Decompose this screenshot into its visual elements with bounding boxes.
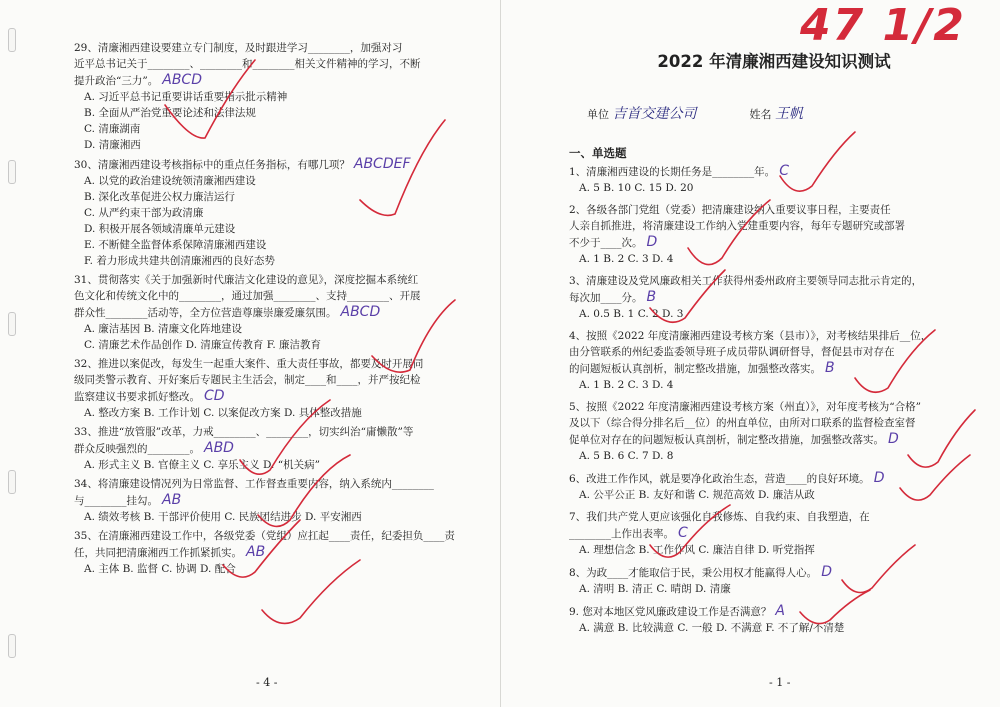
answer-option: A. 形式主义 B. 官僚主义 C. 享乐主义 D. “机关病” xyxy=(84,459,320,471)
question-text xyxy=(569,360,979,377)
answer-option: A. 整改方案 B. 工作计划 C. 以案促改方案 D. 具体整改措施 xyxy=(84,407,362,419)
question-text: 级同类警示教育、开好案后专题民主生活会，制定____和____，并严按纪检 xyxy=(74,374,421,386)
answer-option: A. 5 B. 10 C. 15 D. 20 xyxy=(579,182,694,194)
question-text: 及以下（综合得分排名后__位）的州直单位，由所对口联系的监督检查室督 xyxy=(569,417,916,429)
question-text: 2、各级各部门党组（党委）把清廉建设纳入重要议事日程，主要责任 xyxy=(569,204,891,216)
question-text xyxy=(569,603,979,620)
answer-option: A. 1 B. 2 C. 3 D. 4 xyxy=(579,253,674,265)
question-text: 3、清廉建设及党风廉政相关工作获得州委州政府主要领导同志批示肯定的， xyxy=(569,275,923,287)
question-text xyxy=(569,289,979,306)
handwritten-answer: C xyxy=(779,163,789,179)
question xyxy=(74,424,464,473)
question-text: 32、推进以案促改，每发生一起重大案件、重大责任事故，都要及时开展同 xyxy=(74,358,424,370)
answer-option: A. 绩效考核 B. 干部评价使用 C. 民族团结进步 D. 平安湘西 xyxy=(84,511,362,523)
question-text: 近平总书记关于________、________和________相关文件精神的学习，不断 xyxy=(74,58,421,70)
answer-option: A. 公平公正 B. 友好和谐 C. 规范高效 D. 廉洁从政 xyxy=(579,489,815,501)
name-value: 王帆 xyxy=(775,106,803,122)
answer-option: F. 着力形成共建共创清廉湘西的良好态势 xyxy=(84,255,275,267)
handwritten-answer: AB xyxy=(162,492,182,508)
handwritten-answer: ABCD xyxy=(340,304,381,320)
handwritten-answer: ABCDEF xyxy=(353,156,411,172)
binder-hole xyxy=(8,312,16,336)
question-text: 色文化和传统文化中的________，通过加强________、支持________、开展 xyxy=(74,290,421,302)
question xyxy=(569,163,979,196)
answer-option: D. 清廉湘西 xyxy=(84,139,141,151)
question-text: 4、按照《2022 年度清廉湘西建设考核方案（县市）》，对考核结果排后__位， xyxy=(569,330,932,342)
binder-hole xyxy=(8,28,16,52)
answer-option: A. 主体 B. 监督 C. 协调 D. 配合 xyxy=(84,563,236,575)
answer-option: B. 全面从严治党重要论述和法律法规 xyxy=(84,107,256,119)
question xyxy=(569,564,979,597)
left-question-column xyxy=(74,40,464,580)
handwritten-answer: A xyxy=(775,603,785,619)
question xyxy=(569,509,979,558)
question-text xyxy=(74,544,464,561)
handwritten-answer: AB xyxy=(246,544,266,560)
binder-holes xyxy=(8,0,18,707)
answer-option: C. 清廉艺术作品创作 D. 清廉宣传教育 F. 廉洁教育 xyxy=(84,339,322,351)
question xyxy=(569,603,979,636)
question-text xyxy=(74,388,464,405)
answer-option: A. 理想信念 B. 工作作风 C. 廉洁自律 D. 听党指挥 xyxy=(579,544,815,556)
unit-value: 吉首交建公司 xyxy=(612,106,697,122)
question xyxy=(74,528,464,577)
question-text xyxy=(569,564,979,581)
question-text: 由分管联系的州纪委监委领导班子成员带队调研督导，督促县市对存在 xyxy=(569,346,895,358)
question-text-segment: 提升政治“三力”。 xyxy=(74,75,159,87)
header-fields xyxy=(587,106,979,123)
question-text-segment: 群众反映强烈的________。 xyxy=(74,443,200,455)
answer-option: E. 不断健全监督体系保障清廉湘西建设 xyxy=(84,239,267,251)
question-text: 29、清廉湘西建设要建立专门制度，及时跟进学习________，加强对习 xyxy=(74,42,403,54)
handwritten-answer: ABCD xyxy=(162,72,202,88)
handwritten-answer: ABD xyxy=(204,440,234,456)
answer-option: A. 0.5 B. 1 C. 2 D. 3 xyxy=(579,308,684,320)
question-text-segment: 群众性________活动等，全方位营造尊廉崇廉爱廉氛围。 xyxy=(74,307,337,319)
question-text: 35、在清廉湘西建设工作中，各级党委（党组）应扛起____责任，纪委担负____责 xyxy=(74,530,455,542)
question-text-segment: 促单位对存在的问题短板认真剖析，制定整改措施，加强整改落实。 xyxy=(569,434,884,446)
binder-hole xyxy=(8,160,16,184)
question-text xyxy=(74,304,464,321)
question xyxy=(74,272,464,353)
question-text xyxy=(74,492,464,509)
unit-label: 单位 xyxy=(587,108,609,121)
question-text-segment: 30、清廉湘西建设考核指标中的重点任务指标，有哪几项？ xyxy=(74,159,350,171)
question-text: 人亲自抓推进，将清廉建设工作纳入党建重要内容，每年专题研究或部署 xyxy=(569,220,905,232)
handwritten-answer: CD xyxy=(204,388,225,404)
handwritten-answer: D xyxy=(646,234,658,250)
answer-option: A. 以党的政治建设统领清廉湘西建设 xyxy=(84,175,256,187)
answer-option: B. 深化改革促进公权力廉洁运行 xyxy=(84,191,235,203)
answer-option: A. 廉洁基因 B. 清廉文化阵地建设 xyxy=(84,323,242,335)
question-text xyxy=(569,431,979,448)
question-text: 33、推进“放管服”改革，力戒________、________，切实纠治“庸懒散”等 xyxy=(74,426,414,438)
answer-option: A. 1 B. 2 C. 3 D. 4 xyxy=(579,379,674,391)
binder-hole xyxy=(8,470,16,494)
question-text: 7、我们共产党人更应该强化自我修炼、自我约束、自我塑造，在 xyxy=(569,511,870,523)
exam-page-1 xyxy=(500,0,1000,707)
handwritten-answer: C xyxy=(678,525,688,541)
handwritten-answer: D xyxy=(888,431,899,447)
answer-option: A. 5 B. 6 C. 7 D. 8 xyxy=(579,450,674,462)
question xyxy=(569,202,979,267)
question-text xyxy=(569,470,979,487)
right-question-column xyxy=(569,50,979,642)
handwritten-score: 47 1/2 xyxy=(800,0,966,51)
question xyxy=(569,328,979,393)
question-text-segment: 的问题短板认真剖析，制定整改措施，加强整改落实。 xyxy=(569,363,821,375)
question xyxy=(74,476,464,525)
question-text xyxy=(569,525,979,542)
answer-option: A. 清明 B. 清正 C. 晴朗 D. 清廉 xyxy=(579,583,731,595)
page-number-left: - 4 - xyxy=(256,676,278,689)
question-text-segment: 9. 您对本地区党风廉政建设工作是否满意？ xyxy=(569,606,772,618)
question-text xyxy=(74,72,464,89)
question-text: 34、将清廉建设情况列为日常监督、工作督查重要内容，纳入系统内________ xyxy=(74,478,434,490)
handwritten-answer: D xyxy=(821,564,832,580)
question-text-segment: 1、清廉湘西建设的长期任务是________年。 xyxy=(569,166,776,178)
question-text: 5、按照《2022 年度清廉湘西建设考核方案（州直）》，对年度考核为“合格” xyxy=(569,401,921,413)
question xyxy=(74,356,464,421)
handwritten-answer: D xyxy=(873,470,885,486)
question-text: 31、贯彻落实《关于加强新时代廉洁文化建设的意见》，深度挖掘本系统红 xyxy=(74,274,419,286)
question-text-segment: 监察建议书要求抓好整改。 xyxy=(74,391,200,403)
section-heading: 一、单选题 xyxy=(569,146,627,160)
exam-title: 2022 年清廉湘西建设知识测试 xyxy=(657,52,891,71)
question-text xyxy=(569,234,979,251)
name-label: 姓名 xyxy=(749,108,772,121)
question-text xyxy=(74,440,464,457)
question-text xyxy=(74,156,464,173)
question-text-segment: 与________挂勾。 xyxy=(74,495,158,507)
question xyxy=(569,399,979,464)
right-question-list xyxy=(569,163,979,642)
handwritten-answer: B xyxy=(825,360,835,376)
question-text-segment: 6、改进工作作风，就是要净化政治生态，营造____的良好环境。 xyxy=(569,473,870,485)
handwritten-answer: B xyxy=(646,289,657,305)
question-text-segment: ________上作出表率。 xyxy=(569,528,674,540)
question xyxy=(74,156,464,269)
answer-option: A. 满意 B. 比较满意 C. 一般 D. 不满意 F. 不了解/不清楚 xyxy=(579,622,845,634)
question xyxy=(569,273,979,322)
question-text-segment: 每次加____分。 xyxy=(569,292,643,304)
question-text xyxy=(569,163,979,180)
answer-option: D. 积极开展各领域清廉单元建设 xyxy=(84,223,236,235)
question-text-segment: 任，共同把清廉湘西工作抓紧抓实。 xyxy=(74,547,242,559)
question-text-segment: 8、为政____才能取信于民，秉公用权才能赢得人心。 xyxy=(569,567,818,579)
answer-option: C. 从严约束干部为政清廉 xyxy=(84,207,204,219)
question xyxy=(74,40,464,153)
binder-hole xyxy=(8,634,16,658)
page-number-right: - 1 - xyxy=(769,676,791,689)
question-text-segment: 不少于____次。 xyxy=(569,237,643,249)
question xyxy=(569,470,979,503)
answer-option: C. 清廉湖南 xyxy=(84,123,141,135)
answer-option: A. 习近平总书记重要讲话重要指示批示精神 xyxy=(84,91,288,103)
